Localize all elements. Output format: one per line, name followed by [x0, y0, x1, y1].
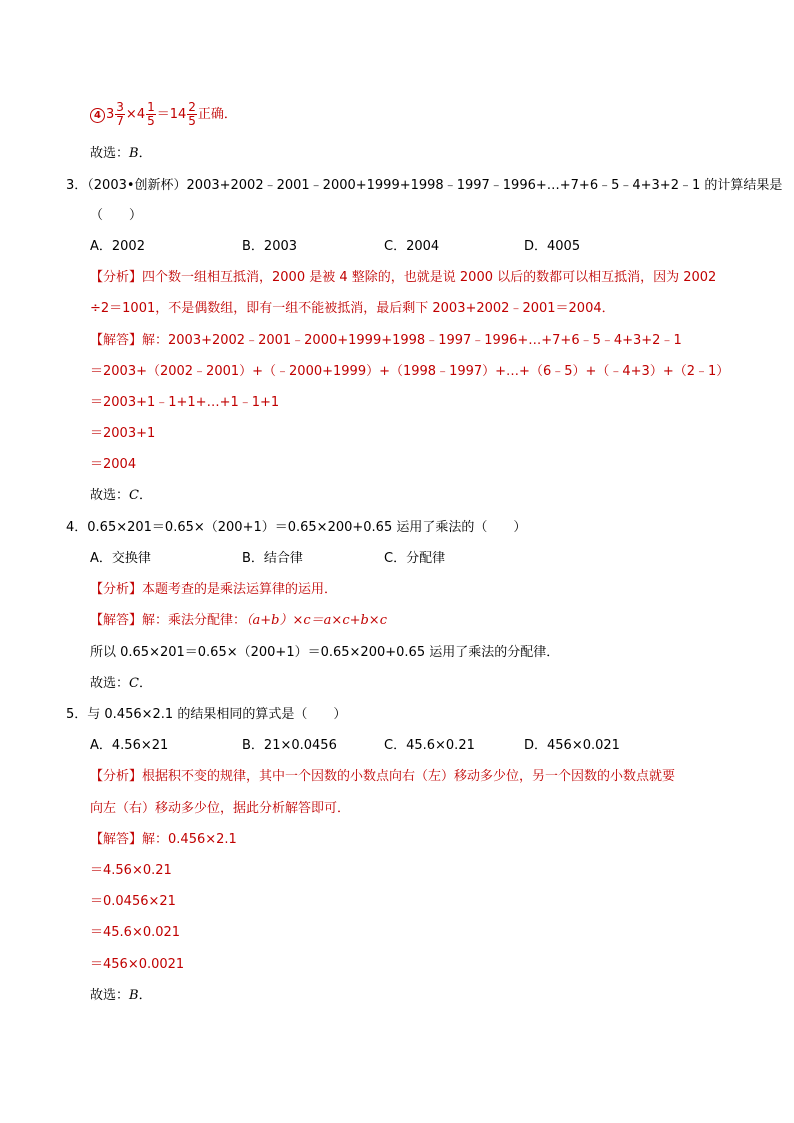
analysis-tag: 【分析】 — [90, 769, 143, 784]
option-c: C．2004 — [384, 239, 440, 254]
answer: 【解答】解：乘法分配律：（a+b）×c＝a×c+b×c — [90, 613, 387, 628]
step: ＝2003+1 — [90, 426, 156, 441]
choose-line: 故选：B． — [90, 988, 152, 1003]
choose-line: 故选：C． — [90, 676, 152, 691]
fraction: $\frac{1}{5}$ — [147, 100, 155, 128]
option-d: D．456×0.021 — [524, 738, 620, 753]
question-3-stem: 3．（2003•创新杯）2003+2002﹣2001﹣2000+1999+1998﹣1997﹣1996+…+7+6﹣5﹣4+3+2﹣1 的计算结果是 — [66, 178, 783, 193]
item-4-expression: 4 3 $\frac{3}{7}$ ×4 $\frac{1}{5}$ ＝14 $\frac{2}{5}$ 正确． — [90, 100, 237, 130]
step: ＝2003+（2002﹣2001）+（﹣2000+1999）+（1998﹣1997）+…+（6﹣5）+（﹣4+3）+（2﹣1） — [90, 364, 730, 379]
answer-tag: 【解答】 — [90, 613, 143, 628]
answer: 【解答】解：2003+2002﹣2001﹣2000+1999+1998﹣1997﹣1996+…+7+6﹣5﹣4+3+2﹣1 — [90, 333, 682, 348]
option-c: C．分配律 — [384, 551, 446, 566]
option-b: B．2003 — [242, 239, 298, 254]
analysis: 【分析】本题考查的是乘法运算律的运用． — [90, 582, 338, 597]
option-b: B．21×0.0456 — [242, 738, 337, 753]
choose-line: 故选：B． — [90, 146, 152, 161]
conclusion: 所以 0.65×201＝0.65×（200+1）＝0.65×200+0.65 运用了乘法的分配律． — [90, 645, 560, 660]
step: ＝0.0456×21 — [90, 894, 176, 909]
step: ＝4.56×0.21 — [90, 863, 172, 878]
analysis: 【分析】四个数一组相互抵消，2000 是被 4 整除的，也就是说 2000 以后的数都可以相互抵消，因为 2002 — [90, 270, 717, 285]
option-a: A．交换律 — [90, 551, 151, 566]
answer: 【解答】解：0.456×2.1 — [90, 832, 237, 847]
answer-tag: 【解答】 — [90, 832, 143, 847]
answer-tag: 【解答】 — [90, 333, 143, 348]
analysis-cont: 向左（右）移动多少位，据此分析解答即可． — [90, 801, 351, 816]
circled-number: 4 — [90, 108, 105, 123]
question-4-stem: 4．0.65×201＝0.65×（200+1）＝0.65×200+0.65 运用了乘法的（ ） — [66, 520, 527, 535]
step: ＝456×0.0021 — [90, 957, 185, 972]
question-3-paren: （ ） — [90, 208, 143, 223]
option-c: C．45.6×0.21 — [384, 738, 475, 753]
analysis: 【分析】根据积不变的规律，其中一个因数的小数点向右（左）移动多少位，另一个因数的小数点就要 — [90, 769, 676, 784]
option-a: A．4.56×21 — [90, 738, 169, 753]
fraction: $\frac{2}{5}$ — [188, 100, 196, 128]
option-b: B．结合律 — [242, 551, 303, 566]
question-5-stem: 5．与 0.456×2.1 的结果相同的算式是（ ） — [66, 707, 347, 722]
step: ＝45.6×0.021 — [90, 925, 181, 940]
option-d: D．4005 — [524, 239, 581, 254]
analysis-tag: 【分析】 — [90, 270, 143, 285]
fraction: $\frac{3}{7}$ — [116, 100, 124, 128]
step: ＝2003+1﹣1+1+…+1﹣1+1 — [90, 395, 280, 410]
analysis-cont: ÷2＝1001，不是偶数组，即有一组不能被抵消，最后剩下 2003+2002﹣2001＝2004． — [90, 301, 615, 316]
formula: （a+b）×c＝a×c+b×c — [246, 613, 387, 628]
analysis-tag: 【分析】 — [90, 582, 143, 597]
option-a: A．2002 — [90, 239, 145, 254]
step: ＝2004 — [90, 457, 137, 472]
choose-line: 故选：C． — [90, 488, 152, 503]
